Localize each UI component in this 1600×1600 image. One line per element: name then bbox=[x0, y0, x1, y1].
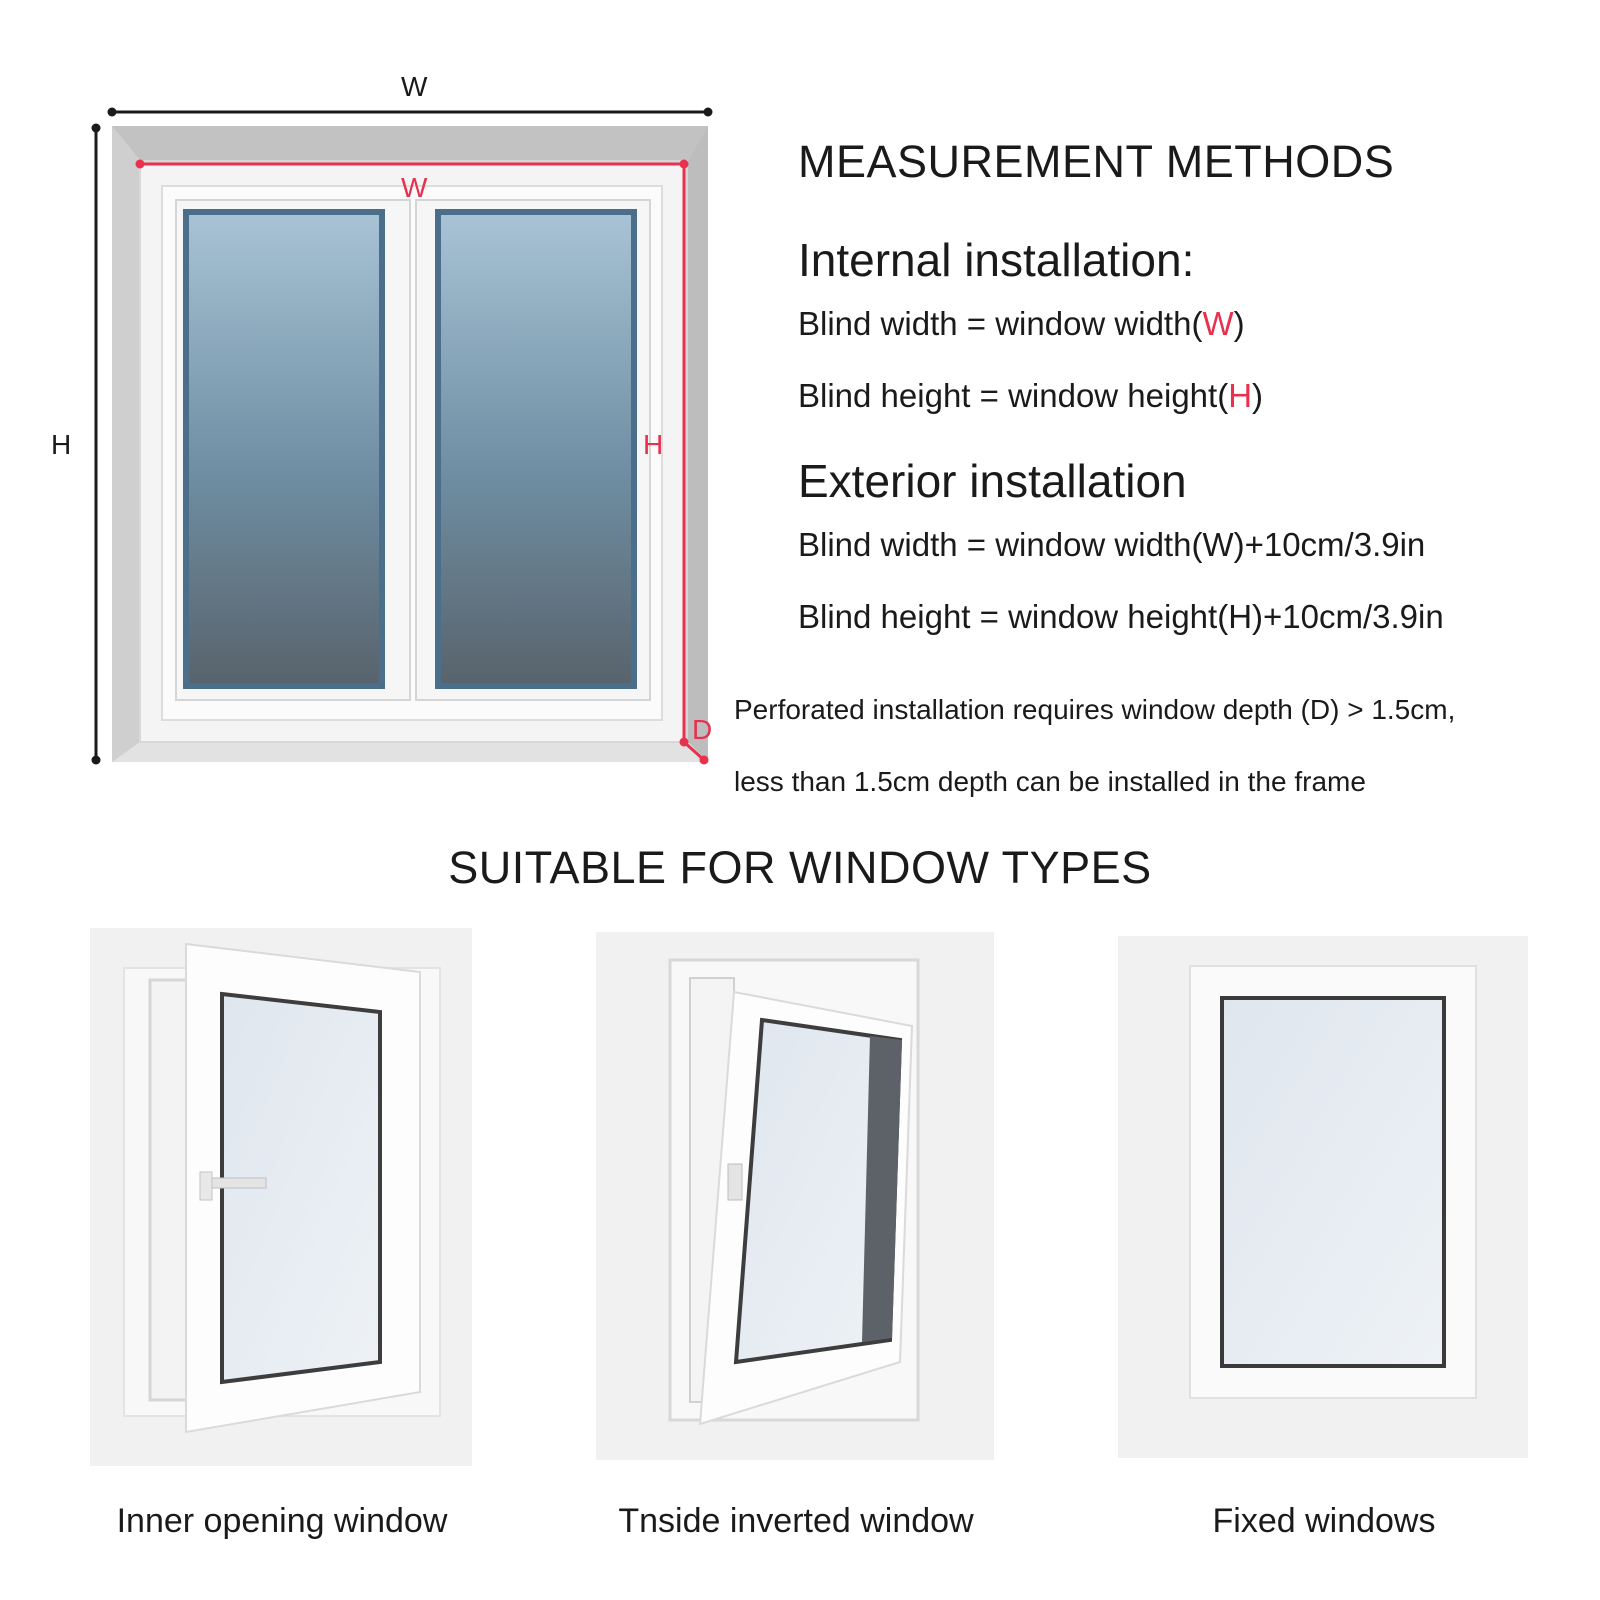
left-glass bbox=[186, 212, 382, 686]
inner-height-label: H bbox=[643, 429, 664, 460]
caption-inner-opening: Inner opening window bbox=[116, 1502, 448, 1540]
internal-height-line: Blind height = window height(H) bbox=[798, 377, 1264, 414]
caption-fixed: Fixed windows bbox=[1212, 1502, 1436, 1540]
depth-label: D bbox=[692, 714, 713, 745]
types-title: SUITABLE FOR WINDOW TYPES bbox=[448, 842, 1152, 893]
exterior-width-line: Blind width = window width(W)+10cm/3.9in bbox=[798, 526, 1426, 563]
exterior-heading: Exterior installation bbox=[798, 455, 1187, 507]
methods-title: MEASUREMENT METHODS bbox=[798, 136, 1395, 187]
depth-note-line1: Perforated installation requires window depth (D) > 1.5cm, bbox=[734, 694, 1456, 725]
inner-width-label: W bbox=[401, 172, 428, 203]
exterior-height-line: Blind height = window height(H)+10cm/3.9in bbox=[798, 598, 1444, 635]
right-glass bbox=[438, 212, 634, 686]
internal-heading: Internal installation: bbox=[798, 234, 1195, 286]
depth-note-line2: less than 1.5cm depth can be installed in the frame bbox=[734, 766, 1366, 797]
caption-inverted: Tnside inverted window bbox=[618, 1502, 974, 1540]
outer-height-label: H bbox=[51, 429, 72, 460]
internal-width-line: Blind width = window width(W) bbox=[798, 305, 1245, 342]
outer-width-label: W bbox=[401, 71, 428, 102]
